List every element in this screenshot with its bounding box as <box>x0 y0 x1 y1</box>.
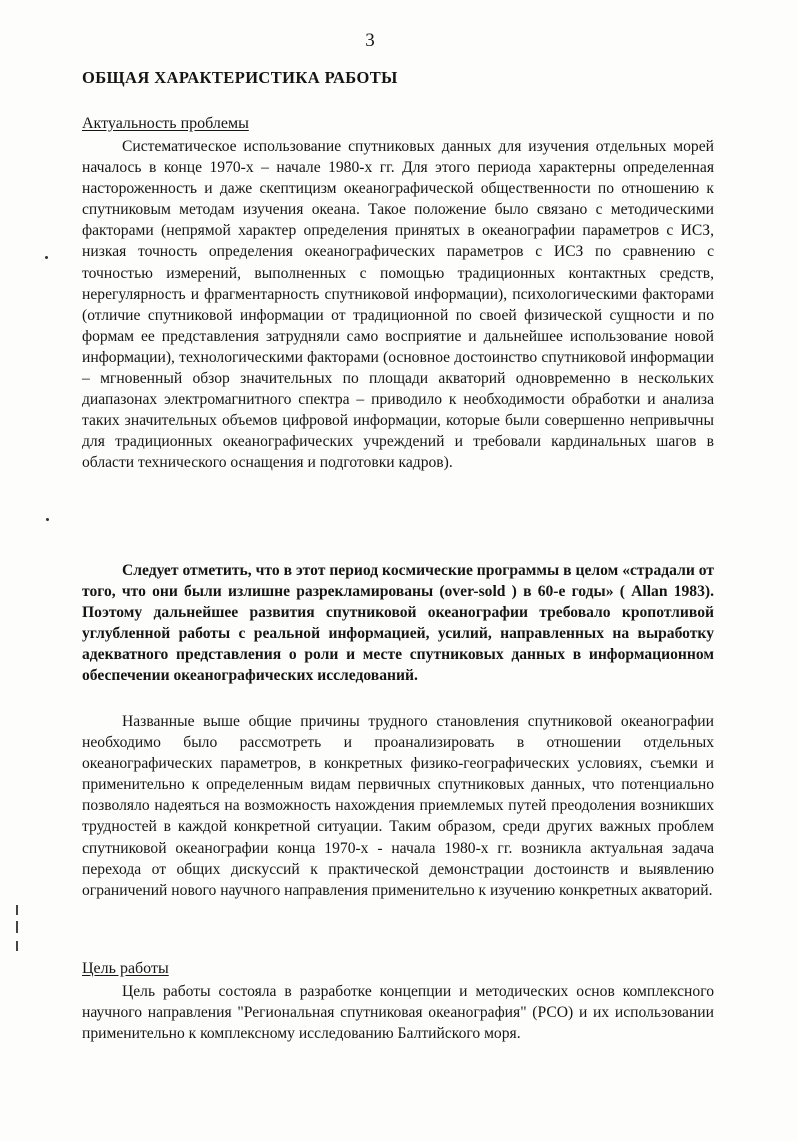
paragraph-relevance-1: Систематическое использование спутниковых данных для изучения отдельных морей началось в конце 1970-х – начале 1980-х гг. Для этого периода характерны определенная настороженность и даже скептицизм океанографической общественности по отношению к спутниковым методам изучения океана. Такое положение было связано с методическими факторами (непрямой характер определения принятых в океанографии параметров с ИСЗ, низкая точность определения океанографических параметров с ИСЗ по сравнению с точностью измерений, выполненных с помощью традиционных контактных средств, нерегулярность и фрагментарность спутниковой информации), психологическими факторами (отличие спутниковой информации от традиционной по своей физической сущности и по формам ее представления затрудняли само восприятие и дальнейшее использование новой информации), технологическими факторами (основное достоинство спутниковой информации – мгновенный обзор значительных по площади акваторий одновременно в нескольких диапазонах электромагнитного спектра – приводило к необходимости обработки и анализа таких значительных объемов цифровой информации, которые были совершенно непривычны для традиционных океанографических учреждений и требовали кардинальных шагов в области технического оснащения и подготовки кадров). <box>82 138 714 472</box>
subheading-relevance: Актуальность проблемы <box>82 115 249 132</box>
section-heading: ОБЩАЯ ХАРАКТЕРИСТИКА РАБОТЫ <box>82 68 398 87</box>
scan-speck <box>45 256 48 259</box>
scan-margin-mark <box>16 921 18 933</box>
scan-speck <box>46 518 49 521</box>
scan-margin-mark <box>16 941 18 951</box>
scan-margin-mark <box>16 905 18 915</box>
paragraph-relevance-3: Названные выше общие причины трудного становления спутниковой океанографии необходимо было рассмотреть и проанализировать в отношении отдельных океанографических параметров, в конкретных физико-географических условиях, съемки и применительно к определенным видам первичных спутниковых данных, что потенциально позволяло надеяться на возможность нахождения приемлемых путей преодоления возникших трудностей в каждой конкретной ситуации. Таким образом, среди других важных проблем спутниковой океанографии конца 1970-х - начала 1980-х гг. возникла актуальная задача перехода от общих дискуссий к практической демонстрации достоинств и выявлению ограничений нового научного направления применительно к изучению конкретных акваторий. <box>82 713 714 899</box>
page-number: 3 <box>365 30 375 51</box>
paragraph-relevance-2: Следует отметить, что в этот период космические программы в целом «страдали от того, что они были излишне разрекламированы (over-sold ) в 60-е годы» ( Allan 1983). Поэтому дальнейшее развития спутниковой океанографии требовало кропотливой углубленной работы с реальной информацией, усилий, направленных на выработку адекватного представления о роли и месте спутниковых данных в информационном обеспечении океанографических исследований. <box>82 562 714 685</box>
paragraph-goal-1: Цель работы состояла в разработке концепции и методических основ комплексного научного направления "Региональная спутниковая океанография" (РСО) и их использовании применительно к комплексному исследованию Балтийского моря. <box>82 983 714 1043</box>
subheading-goal: Цель работы <box>82 960 169 977</box>
